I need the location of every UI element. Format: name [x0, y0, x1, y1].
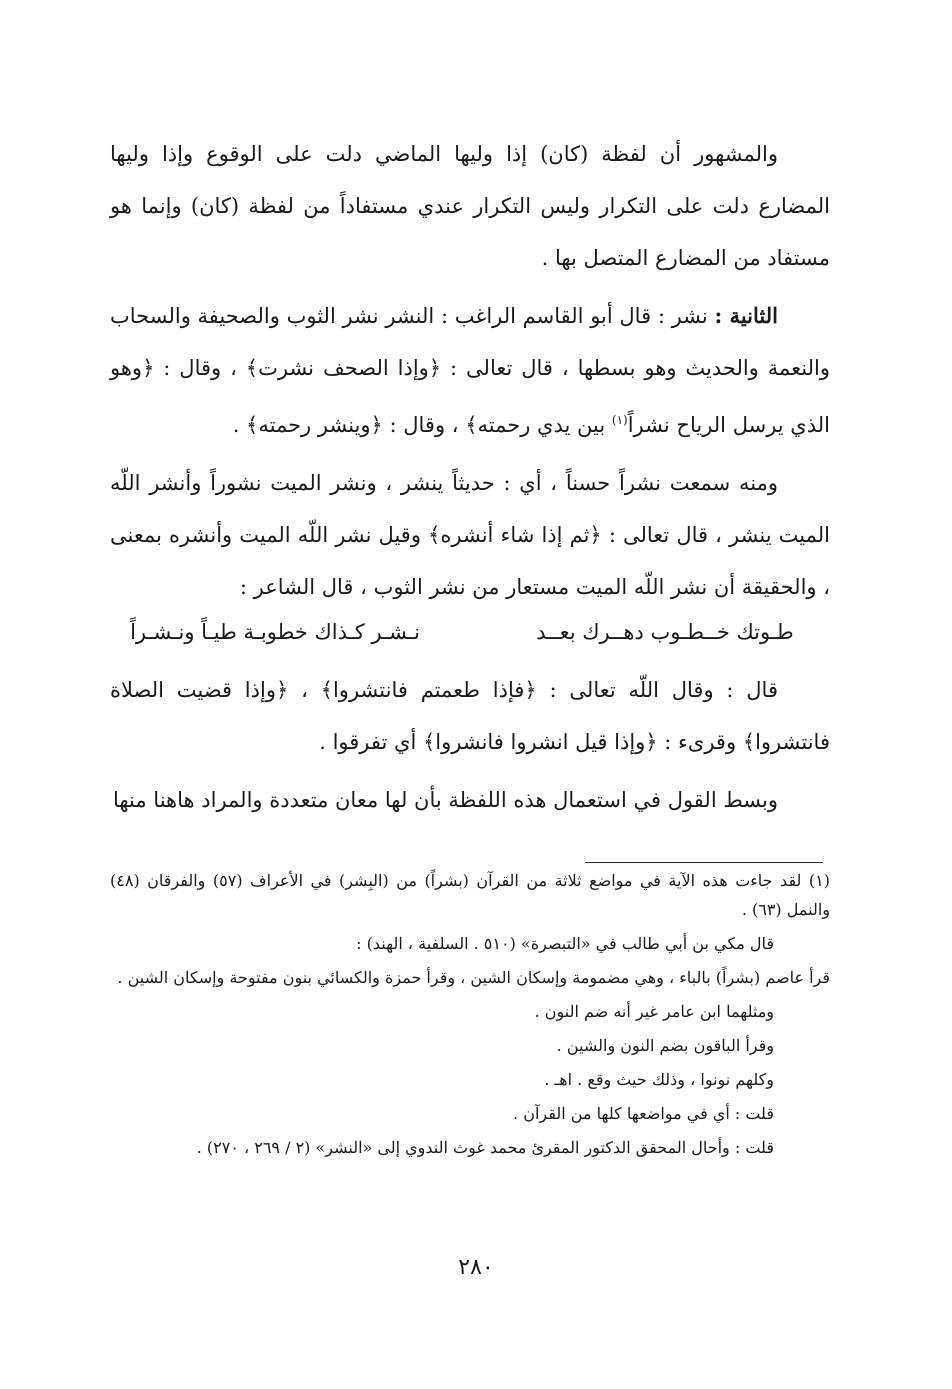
poetry-verse — [110, 612, 830, 652]
footnote-line: ومثلهما ابن عامر غير أنه ضم النون . — [534, 1002, 774, 1021]
footnote-line: وقرأ الباقون بضم النون والشين . — [556, 1036, 774, 1055]
verse-hemistich-2: نـشـر كـذاك خطوبـة طيـاً ونـشـراً — [130, 620, 420, 644]
footnote-ref: (١) — [611, 413, 628, 427]
page-number: ٢٨٠ — [458, 1255, 494, 1280]
paragraph-2-text: نشر : قال أبو القاسم الراغب : النشر نشر الثوب والصحيفة والسحاب والنعمة والحديث وهو بسطها ، قال تعالى : ﴿وإذا الصحف نشرت﴾ ، وقال : ﴿وهو الذي يرسل الرياح نشراً — [110, 304, 830, 437]
footnote-line: قلت : وأحال المحقق الدكتور المقرئ محمد غوث الندوي إلى «النشر» (٢ / ٢٦٩ ، ٢٧٠) . — [196, 1138, 774, 1157]
paragraph-4: قال : وقال اللّه تعالى : ﴿فإذا طعمتم فانتشروا﴾ ، ﴿وإذا قضيت الصلاة فانتشروا﴾ وقرىء : ﴿وإذا قيل انشروا فانشروا﴾ أي تفرقوا . — [110, 678, 830, 754]
paragraph-2 — [110, 290, 830, 451]
paragraph-3: ومنه سمعت نشراً حسناً ، أي : حديثاً ينشر ، ونشر الميت نشوراً وأنشر اللّه الميت ينشر ، قال تعالى : ﴿ثم إذا شاء أنشره﴾ وقيل نشر اللّه الميت وأنشره بمعنى ، والحقيقة أن نشر اللّه الميت مستعار من نشر الثوب ، قال الشاعر : — [110, 471, 830, 599]
footnote-line: وكلهم نونوا ، وذلك حيث وقع . اهـ . — [544, 1070, 774, 1089]
paragraph-5: وبسط القول في استعمال هذه اللفظة بأن لها معان متعددة والمراد هاهنا منها — [112, 788, 778, 812]
footnote-line: قلت : أي في مواضعها كلها من القرآن . — [513, 1104, 774, 1123]
main-text — [110, 128, 830, 619]
footnote-separator — [585, 862, 823, 863]
main-text-continued — [110, 664, 830, 832]
verse-hemistich-1: طـوتك خــطـوب دهــرك بعــد — [536, 620, 794, 644]
section-label: الثانية : — [714, 303, 778, 328]
paragraph-2-end: بين يدي رحمته﴾ ، وقال : ﴿وينشر رحمته﴾ . — [232, 413, 606, 437]
footnote-line: قرأ عاصم (بشراً) بالباء ، وهي مضمومة وإسكان الشين ، وقرأ حمزة والكسائي بنون مفتوحة وإسكان الشين . — [117, 968, 830, 987]
footnote-line: قال مكي بن أبي طالب في «التبصرة» (٥١٠ . السلفية ، الهند) : — [356, 934, 774, 953]
footnotes — [110, 866, 830, 1167]
paragraph-1: والمشهور أن لفظة (كان) إذا وليها الماضي دلت على الوقوع وإذا وليها المضارع دلت على التكرار وليس التكرار عندي مستفاداً من لفظة (كان) وإنما هو مستفاد من المضارع المتصل بها . — [110, 142, 830, 270]
footnote-1: (١) لقد جاءت هذه الآية في مواضع ثلاثة من القرآن (بشراً) من (البِشر) في الأعراف (٥٧) والفرقان (٤٨) والنمل (٦٣) . — [110, 871, 830, 919]
